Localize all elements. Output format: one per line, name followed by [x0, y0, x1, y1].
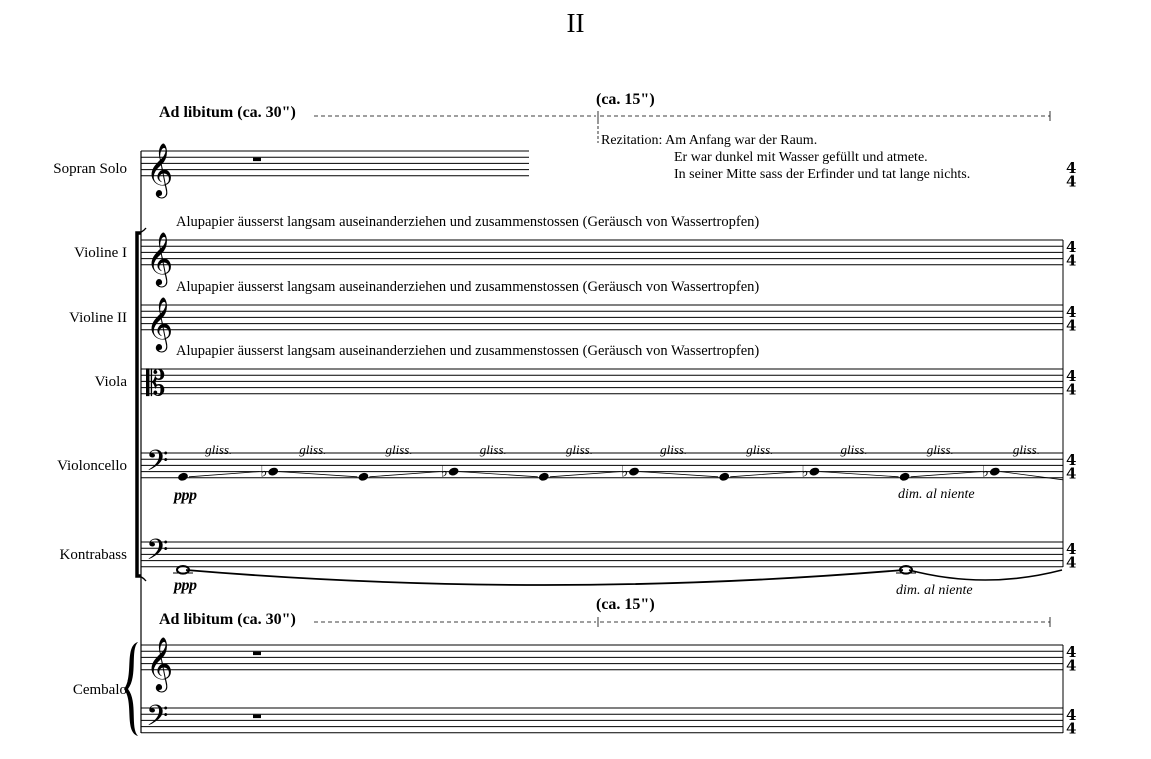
dynamic-bass-ppp: ppp — [174, 577, 197, 594]
clef-bass-violoncello: 𝄢 — [146, 444, 169, 485]
bass-tie-2 — [909, 570, 1062, 580]
instruction-viola: Alupapier äusserst langsam auseinanderziehen und zusammenstossen (Geräusch von Wassertropfen) — [176, 343, 760, 359]
gliss-label: gliss. — [660, 442, 688, 457]
cello-note — [808, 466, 820, 476]
instruction-violine2: Alupapier äusserst langsam auseinanderziehen und zusammenstossen (Geräusch von Wassertropfen) — [176, 279, 760, 295]
time-signature-denominator: 4 — [1066, 464, 1077, 483]
cello-note — [267, 466, 279, 476]
staff-lines — [141, 151, 1063, 733]
gliss-line — [820, 472, 898, 477]
time-signature-numerator: 4 — [1066, 158, 1077, 177]
cello-note — [177, 472, 189, 482]
instruction-violine1: Alupapier äusserst langsam auseinanderziehen und zusammenstossen (Geräusch von Wassertropfen) — [176, 214, 760, 230]
clef-treble-violine2: 𝄞 — [146, 295, 174, 350]
cello-note — [899, 472, 911, 482]
tempo-ad-libitum-cembalo: Ad libitum (ca. 30") — [159, 611, 296, 628]
time-signature-denominator: 4 — [1066, 172, 1077, 191]
instrument-label-kontrabass: Kontrabass — [59, 547, 127, 563]
recitation-line-1: Am Anfang war der Raum. — [665, 133, 818, 148]
gliss-label: gliss. — [205, 442, 233, 457]
clef-bass-kontrabass: 𝄢 — [146, 533, 169, 574]
time-signature-numerator: 4 — [1066, 539, 1077, 558]
gliss-line — [550, 472, 620, 477]
time-signatures — [1066, 159, 1076, 737]
time-signature-denominator: 4 — [1066, 553, 1077, 572]
time-signature-denominator: 4 — [1066, 251, 1077, 270]
tempo-section-two: (ca. 15") — [596, 91, 655, 108]
flat-accidental: ♭ — [440, 462, 448, 481]
instrument-label-violine2: Violine II — [69, 310, 127, 326]
bass-tie-1 — [186, 570, 903, 585]
gliss-line — [369, 472, 439, 477]
whole-rest-sopran — [253, 158, 261, 161]
cello-note — [718, 472, 730, 482]
cello-note — [538, 472, 550, 482]
time-signature-denominator: 4 — [1066, 656, 1077, 675]
recitation-line-2: Er war dunkel mit Wasser gefüllt und atmete. — [674, 150, 928, 165]
notes — [173, 442, 1063, 585]
instrument-label-violine1: Violine I — [74, 245, 127, 261]
time-signature-numerator: 4 — [1066, 705, 1077, 724]
flat-accidental: ♭ — [621, 462, 629, 481]
score-structure — [124, 151, 1063, 736]
time-signature-numerator: 4 — [1066, 302, 1077, 321]
time-signature-numerator: 4 — [1066, 366, 1077, 385]
clef-treble-cembalo-rh: 𝄞 — [146, 635, 174, 690]
gliss-label: gliss. — [479, 442, 507, 457]
gliss-label: gliss. — [385, 442, 413, 457]
recitation-text — [601, 132, 970, 183]
clef-bass-cembalo-lh: 𝄢 — [146, 699, 169, 740]
gliss-line — [730, 472, 800, 477]
clef-treble-sopran: 𝄞 — [146, 141, 174, 196]
gliss-line — [189, 472, 259, 477]
rests — [253, 158, 261, 718]
dynamic-bass-dim: dim. al niente — [896, 583, 973, 598]
gliss-label: gliss. — [299, 442, 327, 457]
clef-treble-violine1: 𝄞 — [146, 230, 174, 285]
cello-note — [357, 472, 369, 482]
gliss-label: gliss. — [746, 442, 774, 457]
time-signature-denominator: 4 — [1066, 719, 1077, 738]
instrument-label-viola: Viola — [94, 374, 127, 390]
tempo-ad-libitum: Ad libitum (ca. 30") — [159, 104, 296, 121]
time-signature-denominator: 4 — [1066, 316, 1077, 335]
tempo-section-two-cembalo: (ca. 15") — [596, 596, 655, 613]
clefs — [146, 142, 173, 740]
cello-note — [628, 466, 640, 476]
instrument-label-cembalo: Cembalo — [72, 682, 127, 698]
cello-note — [448, 466, 460, 476]
gliss-line — [640, 472, 718, 477]
flat-accidental: ♭ — [260, 462, 268, 481]
gliss-label: gliss. — [840, 442, 868, 457]
gliss-line — [460, 472, 538, 477]
time-signature-numerator: 4 — [1066, 237, 1077, 256]
instrument-label-sopran: Sopran Solo — [53, 161, 127, 177]
whole-rest-cembalo-lh — [253, 715, 261, 718]
flat-accidental: ♭ — [801, 462, 809, 481]
flat-accidental: ♭ — [981, 462, 989, 481]
movement-number: II — [566, 8, 585, 38]
gliss-line — [279, 472, 357, 477]
time-signature-denominator: 4 — [1066, 380, 1077, 399]
gliss-label: gliss. — [926, 442, 954, 457]
gliss-line — [911, 472, 981, 477]
recitation-line-3: In seiner Mitte sass der Erfinder und tat lange nichts. — [674, 167, 971, 182]
gliss-line — [1001, 472, 1063, 480]
cello-note — [989, 466, 1001, 476]
gliss-label: gliss. — [1012, 442, 1040, 457]
time-signature-numerator: 4 — [1066, 450, 1077, 469]
dynamic-cello-ppp: ppp — [174, 487, 197, 504]
time-signature-numerator: 4 — [1066, 642, 1077, 661]
dynamic-cello-dim: dim. al niente — [898, 487, 975, 502]
gliss-label: gliss. — [565, 442, 593, 457]
recitation-label: Rezitation: — [601, 133, 663, 148]
clef-alto-viola: 𝄡 — [146, 363, 166, 404]
instrument-label-violoncello: Violoncello — [57, 458, 127, 474]
whole-rest-cembalo-rh — [253, 652, 261, 655]
